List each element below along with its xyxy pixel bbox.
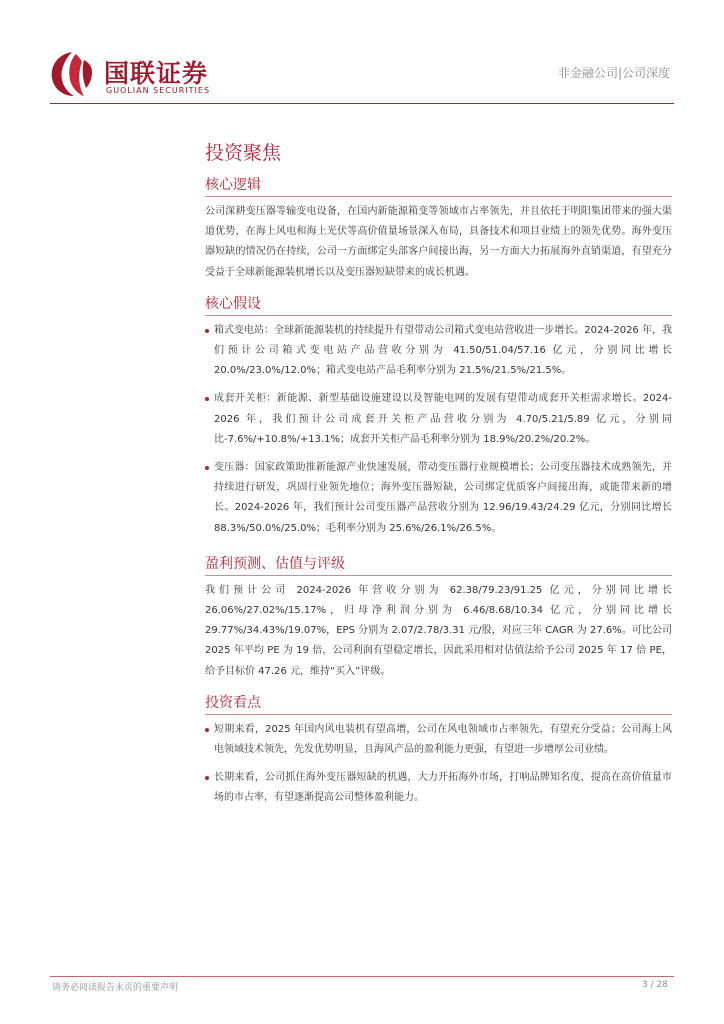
section-investment-highlights — [205, 694, 672, 809]
list-item-text: 箱式变电站：全球新能源装机的持续提升有望带动公司箱式变电站营收进一步增长。2024-2026 年，我们预计公司箱式变电站产品营收分别为 41.50/51.04/57.16 亿元，分别同比增长 20.0%/23.0%/12.0%；箱式变电站产品毛利率分别为 21.5%/21.5%/21.5%。 — [214, 324, 672, 377]
section-paragraph: 公司深耕变压器等输变电设备，在国内新能源箱变等领域市占率领先，并且依托于明阳集团带来的强大渠道优势，在海上风电和海上光伏等高价值量场景深入布局，具备技术和项目业绩上的领先优势。海外变压器短缺的情况仍在持续，公司一方面绑定头部客户间接出海，另一方面大力拓展海外直销渠道，有望充分受益于全球新能源装机增长以及变压器短缺带来的成长机遇。 — [205, 206, 672, 278]
header-divider — [50, 103, 674, 104]
section-core-assumptions — [205, 295, 672, 539]
section-divider — [205, 315, 672, 316]
bullet-dot-icon — [205, 466, 209, 470]
main-content — [205, 140, 672, 817]
section-divider — [205, 714, 672, 715]
guolian-logo-icon — [50, 50, 94, 98]
list-item-text: 短期来看，2025 年国内风电装机有望高增，公司在风电领域市占率领先，有望充分受益；公司海上风电领域技术领先，先发优势明显，且海风产品的盈利能力更强，有望进一步增厚公司业绩。 — [214, 723, 672, 756]
section-core-logic — [205, 176, 672, 283]
list-item-text: 变压器：国家政策助推新能源产业快速发展，带动变压器行业规模增长；公司变压器技术成熟领先，并持续进行研发，巩固行业领先地位；海外变压器短缺，公司绑定优质客户间接出海，或能带来新的增长。2024-2026 年，我们预计公司变压器产品营收分别为 12.96/19.43/24.29 亿元，分别同比增长 88.3%/50.0%/25.0%；毛利率分别为 25.6%/26.1%/26.5%。 — [214, 462, 672, 534]
list-item-text: 长期来看，公司抓住海外变压器短缺的机遇，大力开拓海外市场，打响品牌知名度，提高在高价值量市场的市占率，有望逐渐提高公司整体盈利能力。 — [214, 772, 672, 804]
page-header — [0, 0, 724, 110]
bullet-list — [205, 720, 672, 809]
list-item — [205, 389, 672, 450]
section-title: 核心假设 — [205, 295, 261, 312]
section-title: 盈利预测、估值与评级 — [205, 555, 345, 572]
section-divider — [205, 196, 672, 197]
bullet-dot-icon — [205, 776, 209, 780]
list-item — [205, 321, 672, 382]
section-forecast-valuation — [205, 555, 672, 682]
list-item — [205, 458, 672, 539]
section-title: 投资看点 — [205, 694, 261, 711]
section-divider — [205, 575, 672, 576]
footer-disclaimer: 请务必阅读报告末页的重要声明 — [52, 983, 179, 993]
company-logo — [50, 50, 250, 102]
list-item — [205, 720, 672, 760]
logo-text-en: GUOLIAN SECURITIES — [106, 86, 211, 95]
list-item-text: 成套开关柜：新能源、新型基础设施建设以及智能电网的发展有望带动成套开关柜需求增长。2024-2026 年，我们预计公司成套开关柜产品营收分别为 4.70/5.21/5.89 亿元，分别同比-7.6%/+10.8%/+13.1%；成套开关柜产品毛利率分别为 18.9%/20.2%/20.2%。 — [214, 393, 672, 445]
page-number: 3 / 28 — [642, 980, 668, 990]
section-title: 核心逻辑 — [205, 177, 261, 193]
bullet-dot-icon — [205, 329, 209, 333]
bullet-dot-icon — [205, 397, 209, 401]
page-title: 投资聚焦 — [205, 142, 282, 164]
report-type-label: 非金融公司|公司深度 — [557, 66, 670, 80]
logo-text-cn: 国联证券 — [104, 59, 209, 88]
bullet-dot-icon — [205, 728, 209, 732]
footer-divider — [50, 976, 674, 977]
list-item — [205, 768, 672, 808]
section-paragraph: 我们预计公司 2024-2026 年营收分别为 62.38/79.23/91.25 亿元，分别同比增长 26.06%/27.02%/15.17%，归母净利润分别为 6.46/8.68/10.34 亿元，分别同比增长 29.77%/34.43%/19.07%，EPS 分别为 2.07/2.78/3.31 元/股，对应三年 CAGR 为 27.6%。可比公司 2025 年平均 PE 为 19 倍，公司利润有望稳定增长，因此采用相对估值法给予公司 2025 年 17 倍 PE，给予目标价 47.26 元，维持“买入”评级。 — [205, 584, 672, 677]
bullet-list — [205, 321, 672, 539]
